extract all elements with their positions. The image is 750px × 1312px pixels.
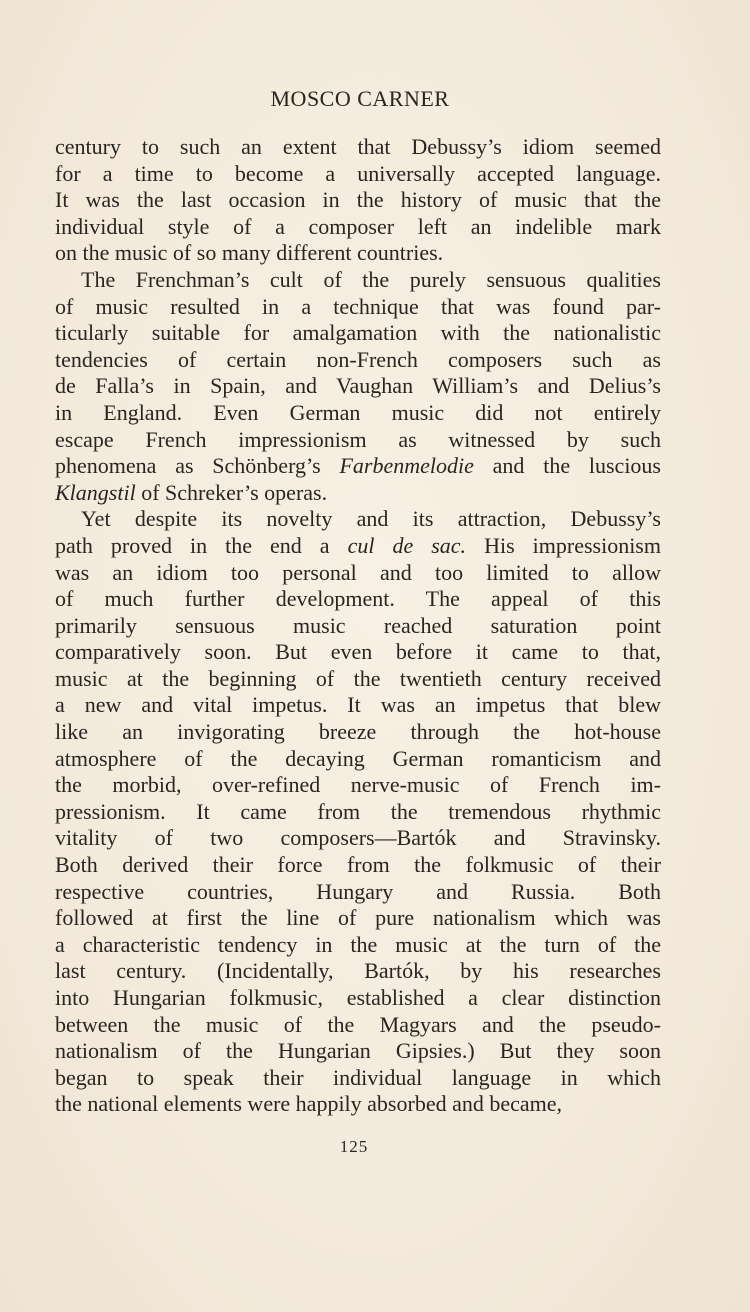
text-segment: Yet despite its novelty and its attraction, Debussy’s <box>81 506 661 532</box>
text-segment: path proved in the end a <box>55 532 348 558</box>
text-segment: of Schreker’s operas. <box>135 479 328 505</box>
text-line <box>55 427 661 454</box>
text-segment: of much further development. The appeal of this <box>55 586 661 612</box>
text-line <box>55 719 661 746</box>
text-segment: escape French impressionism as witnessed by such <box>55 426 661 452</box>
text-segment: de Falla’s in Spain, and Vaughan William’s and Delius’s <box>55 373 661 399</box>
text-segment: began to speak their individual language in which <box>55 1064 661 1090</box>
text-line <box>55 666 661 693</box>
italic-term: cul de sac. <box>347 532 467 558</box>
text-line <box>55 825 661 852</box>
text-line <box>55 480 661 507</box>
text-line <box>55 586 661 613</box>
text-line <box>55 852 661 879</box>
text-line <box>55 267 661 294</box>
text-segment: a characteristic tendency in the music at the turn of the <box>55 931 661 957</box>
text-segment: on the music of so many different countries. <box>55 240 444 266</box>
running-head: MOSCO CARNER <box>270 86 450 111</box>
text-segment: comparatively soon. But even before it came to that, <box>55 639 661 665</box>
italic-term: Klangstil <box>55 479 136 505</box>
text-segment: and the luscious <box>473 453 661 479</box>
text-segment: His impressionism <box>466 532 661 558</box>
text-segment: was an idiom too personal and too limited to allow <box>55 559 661 585</box>
text-line <box>55 214 661 241</box>
text-segment: phenomena as Schönberg’s <box>55 453 340 479</box>
text-segment: primarily sensuous music reached saturation point <box>55 612 661 638</box>
text-segment: atmosphere of the decaying German romanticism and <box>55 745 661 771</box>
text-line <box>55 533 661 560</box>
text-line <box>55 905 661 932</box>
page-number: 125 <box>339 1137 369 1156</box>
text-line <box>55 613 661 640</box>
text-segment: respective countries, Hungary and Russia. Both <box>55 878 661 904</box>
text-segment: the national elements were happily absorbed and became, <box>55 1091 563 1117</box>
text-line <box>55 1012 661 1039</box>
text-segment: the morbid, over-refined nerve-music of French im- <box>55 772 661 798</box>
text-line <box>55 879 661 906</box>
text-line <box>55 985 661 1012</box>
body-text <box>55 134 661 1118</box>
text-line <box>55 1091 661 1118</box>
text-segment: pressionism. It came from the tremendous rhythmic <box>55 798 661 824</box>
text-line <box>55 799 661 826</box>
text-line <box>55 134 661 161</box>
text-segment: of music resulted in a technique that was found par- <box>55 293 661 319</box>
text-line <box>55 161 661 188</box>
text-line <box>55 320 661 347</box>
text-line <box>55 772 661 799</box>
text-line <box>55 692 661 719</box>
text-segment: between the music of the Magyars and the pseudo- <box>55 1011 661 1037</box>
text-line <box>55 932 661 959</box>
text-line <box>55 347 661 374</box>
text-line <box>55 240 661 267</box>
text-segment: individual style of a composer left an indelible mark <box>55 213 661 239</box>
text-line <box>55 400 661 427</box>
text-segment: century to such an extent that Debussy’s idiom seemed <box>55 134 661 159</box>
text-segment: tendencies of certain non-French composers such as <box>55 346 661 372</box>
text-line <box>55 1038 661 1065</box>
text-line <box>55 1065 661 1092</box>
text-segment: ticularly suitable for amalgamation with the nationalistic <box>55 320 661 346</box>
text-line <box>55 294 661 321</box>
text-segment: into Hungarian folkmusic, established a clear distinction <box>55 985 661 1010</box>
text-line <box>55 453 661 480</box>
text-segment: last century. (Incidentally, Bartók, by his researches <box>55 958 661 984</box>
text-segment: a new and vital impetus. It was an impetus that blew <box>55 692 661 718</box>
text-segment: in England. Even German music did not entirely <box>55 399 661 425</box>
text-segment: nationalism of the Hungarian Gipsies.) But they soon <box>55 1038 661 1064</box>
text-segment: Both derived their force from the folkmusic of their <box>55 852 661 878</box>
text-segment: for a time to become a universally accepted language. <box>55 160 661 186</box>
text-line <box>55 958 661 985</box>
text-segment: music at the beginning of the twentieth century received <box>55 665 661 691</box>
text-line <box>55 373 661 400</box>
text-segment: The Frenchman’s cult of the purely sensuous qualities <box>81 266 661 292</box>
italic-term: Farbenmelodie <box>339 453 474 479</box>
text-line <box>55 506 661 533</box>
text-segment: like an invigorating breeze through the hot-house <box>55 719 661 745</box>
text-segment: vitality of two composers—Bartók and Stravinsky. <box>55 825 661 851</box>
text-segment: It was the last occasion in the history of music that the <box>55 187 661 213</box>
text-line <box>55 639 661 666</box>
text-line <box>55 560 661 587</box>
text-line <box>55 746 661 773</box>
text-segment: followed at first the line of pure nationalism which was <box>55 905 661 931</box>
text-line <box>55 187 661 214</box>
